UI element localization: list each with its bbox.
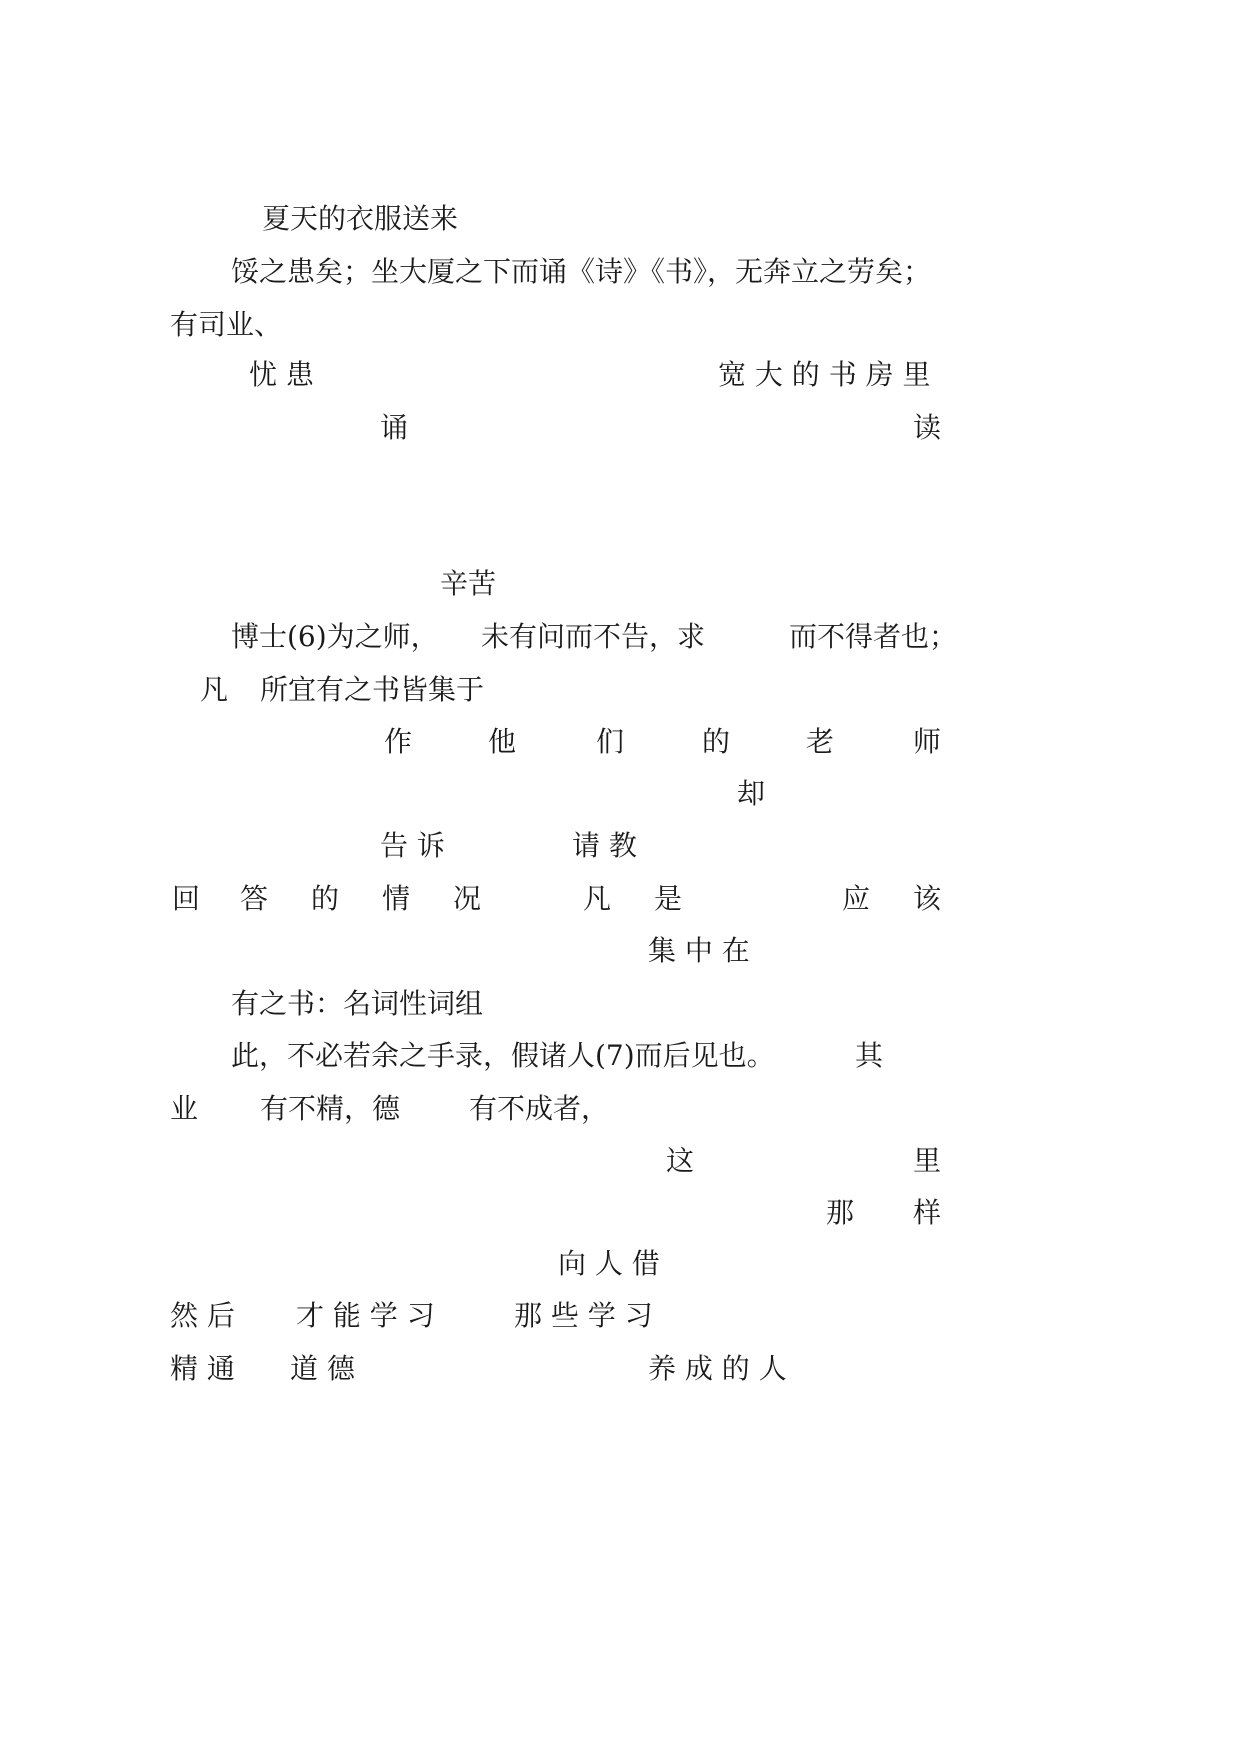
gloss-morality: 道 德 (290, 1352, 355, 1385)
text-suoyi: 所宜有之书皆集于 (260, 673, 485, 706)
gloss-gather: 集 中 在 (648, 934, 750, 967)
gloss-li: 里 (913, 1144, 942, 1177)
gloss-kuang: 况 (453, 882, 482, 915)
gloss-lao: 老 (806, 725, 835, 758)
gloss-fan: 凡 (583, 882, 612, 915)
gloss-worry: 忧 患 (249, 358, 314, 391)
gloss-spacious-study: 宽 大 的 书 房 里 (718, 358, 931, 391)
gloss-yang: 样 (913, 1196, 942, 1229)
gloss-tell: 告 诉 (380, 829, 445, 862)
gloss-shi: 师 (913, 725, 942, 758)
gloss-master: 精 通 (170, 1352, 235, 1385)
gloss-gai: 该 (913, 882, 942, 915)
gloss-hui: 回 (172, 882, 201, 915)
text-line-3: 有司业、 (170, 308, 283, 341)
gloss-na: 那 (826, 1196, 855, 1229)
gloss-those-study: 那 些 学 习 (514, 1299, 653, 1332)
gloss-borrow: 向 人 借 (558, 1247, 660, 1280)
gloss-ask: 请 教 (572, 829, 637, 862)
gloss-shi2: 是 (654, 882, 683, 915)
gloss-recite-2: 读 (913, 411, 942, 444)
gloss-men: 们 (596, 725, 625, 758)
text-erbude: 而不得者也； (789, 620, 958, 653)
text-qi: 其 (855, 1039, 884, 1072)
text-ci-bubi: 此，不必若余之手录，假诸人(7)而后见也。 (231, 1039, 775, 1072)
gloss-zhe: 这 (666, 1144, 695, 1177)
gloss-qing: 情 (382, 882, 411, 915)
gloss-ying: 应 (842, 882, 871, 915)
text-weiyouwen: 未有问而不告，求 (481, 620, 706, 653)
gloss-da: 答 (240, 882, 269, 915)
gloss-hardship: 辛苦 (440, 567, 497, 600)
text-boshi: 博士(6)为之师， (231, 620, 439, 653)
text-youbucheng: 有不成者， (469, 1092, 610, 1125)
note-noun-phrase: 有之书：名词性词组 (231, 987, 484, 1020)
text-youbujing: 有不精，德 (260, 1092, 401, 1125)
gloss-de: 的 (702, 725, 731, 758)
text-fan: 凡 (200, 673, 229, 706)
gloss-zuo: 作 (384, 725, 413, 758)
gloss-cultivated: 养 成 的 人 (648, 1352, 787, 1385)
gloss-afterwards: 然 后 (170, 1299, 235, 1332)
gloss-recite-1: 诵 (380, 411, 409, 444)
gloss-can-study: 才 能 学 习 (296, 1299, 435, 1332)
gloss-que: 却 (737, 777, 766, 810)
text-ye: 业 (170, 1092, 199, 1125)
text-line-2: 馁之患矣；坐大厦之下而诵《诗》《书》，无奔立之劳矣； (231, 255, 932, 288)
text-line-1: 夏天的衣服送来 (262, 202, 459, 235)
gloss-ta: 他 (488, 725, 517, 758)
gloss-de2: 的 (311, 882, 340, 915)
